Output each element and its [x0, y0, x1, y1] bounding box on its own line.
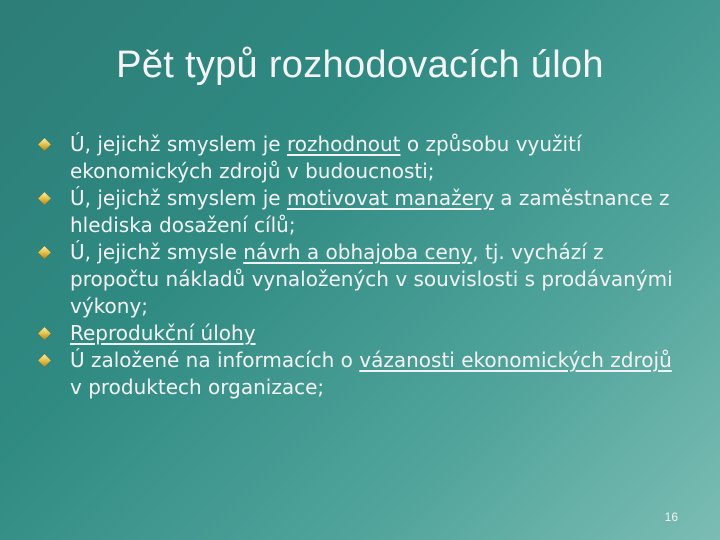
bullet-text: , tj. vychází z propočtu nákladů vynaložených v souvislosti s prodávanými výkony;	[70, 240, 673, 318]
slide-title: Pět typů rozhodovacích úloh	[116, 44, 604, 86]
bullet-text: Ú, jejichž smysle	[70, 240, 244, 264]
bullet-text: Ú, jejichž smyslem je	[70, 132, 287, 156]
diamond-bullet-icon	[38, 138, 51, 151]
bullet-item-3	[40, 239, 680, 320]
bullet-item-2	[40, 185, 680, 239]
bullet-item-5	[40, 347, 680, 401]
bullet-text: o způsobu využití ekonomických zdrojů v budoucnosti;	[70, 132, 582, 183]
underlined-term: motivovat manažery	[286, 186, 494, 210]
underlined-term: Reprodukční úlohy	[70, 321, 256, 345]
diamond-bullet-icon	[38, 327, 51, 340]
bullet-list	[40, 131, 680, 401]
bullet-item-4	[40, 320, 680, 347]
bullet-text: Ú založené na informacích o	[70, 348, 360, 372]
underlined-term: návrh a obhajoba ceny	[243, 240, 473, 264]
diamond-bullet-icon	[38, 354, 51, 367]
diamond-bullet-icon	[38, 192, 51, 205]
underlined-term: vázanosti ekonomických zdrojů	[359, 348, 672, 372]
diamond-bullet-icon	[38, 246, 51, 259]
bullet-item-1	[40, 131, 680, 185]
bullet-text: Ú, jejichž smyslem je	[70, 186, 287, 210]
bullet-text: a zaměstnance z hlediska dosažení cílů;	[70, 186, 670, 237]
bullet-text: v produktech organizace;	[70, 375, 325, 399]
page-number: 16	[664, 510, 678, 524]
underlined-term: rozhodnout	[286, 132, 401, 156]
